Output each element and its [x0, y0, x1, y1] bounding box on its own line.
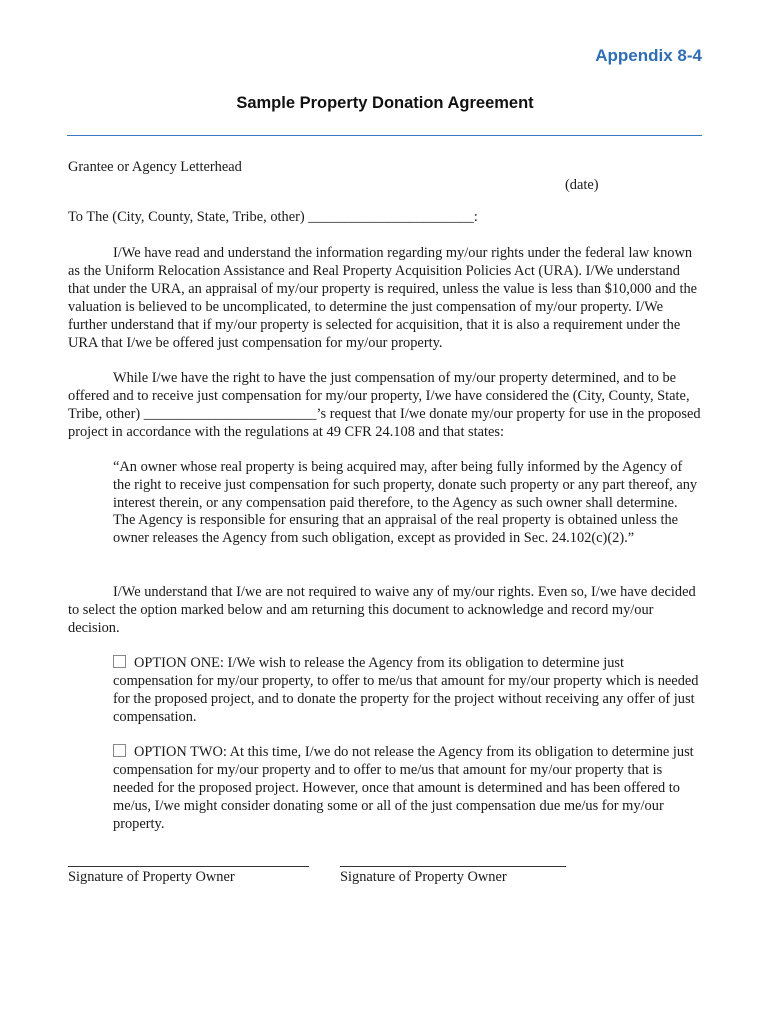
- option-two-checkbox[interactable]: [113, 744, 126, 757]
- paragraph-waiver: I/We understand that I/we are not required to waive any of my/our rights. Even so, I/we have decided to select the option marked below and am returning this document to acknowledge and record my/our decision.: [68, 584, 696, 636]
- regulation-quote: “An owner whose real property is being acquired may, after being fully informed by the Agency of the right to receive just compensation for such property, donate such property or any part thereof, any interest therein, or any compensation paid therefore, to the Agency as such owner shall determine. The Agency is responsible for ensuring that an appraisal of the real property is obtained unless the owner releases the Agency from such obligation, except as provided in Sec. 24.102(c)(2).”: [113, 459, 698, 547]
- option-one-text: OPTION ONE: I/We wish to release the Agency from its obligation to determine just compensation for my/our property, to offer to me/us that amount for my/our property which is needed for the proposed project, and to donate the property for the project without receiving any offer of just compensation.: [113, 655, 699, 725]
- signature-line-left[interactable]: [68, 866, 309, 867]
- option-one: [113, 654, 703, 726]
- option-one-checkbox[interactable]: [113, 655, 126, 668]
- salutation: To The (City, County, State, Tribe, other) _______________________:: [68, 209, 478, 225]
- document-title: Sample Property Donation Agreement: [236, 94, 534, 112]
- appendix-label: Appendix 8-4: [595, 46, 702, 65]
- option-two-text: OPTION TWO: At this time, I/we do not release the Agency from its obligation to determine just compensation for my/our property and to offer to me/us that amount for my/our property that is needed for the proposed project. However, once that amount is determined and has been offered to me/us, I/we might consider donating some or all of the just compensation due me/us for my/our property.: [113, 744, 694, 832]
- paragraph-rights: I/We have read and understand the information regarding my/our rights under the federal law known as the Uniform Relocation Assistance and Real Property Acquisition Policies Act (URA). I/We understand that under the URA, an appraisal of my/our property is required, unless the value is less than $10,000 and the valuation is believed to be uncomplicated, to determine the just compensation of my/our property. I/We further understand that if my/our property is selected for acquisition, that it is also a requirement under the URA that I/we be offered just compensation for my/our property.: [68, 245, 698, 351]
- paragraph-donation-request: While I/we have the right to have the just compensation of my/our property determined, and to be offered and to receive just compensation for my/our property, I/we have considered the (City, County, State, Tribe, other) ________________________’s request that I/we donate my/our property for use in the proposed project in accordance with the regulations at 49 CFR 24.108 and that states:: [68, 370, 701, 440]
- date-placeholder: (date): [565, 177, 599, 193]
- signature-label-left: Signature of Property Owner: [68, 869, 235, 885]
- letterhead-text: Grantee or Agency Letterhead: [68, 159, 242, 175]
- signature-label-right: Signature of Property Owner: [340, 869, 507, 885]
- title-divider: [67, 135, 702, 136]
- option-two: [113, 743, 703, 833]
- signature-line-right[interactable]: [340, 866, 566, 867]
